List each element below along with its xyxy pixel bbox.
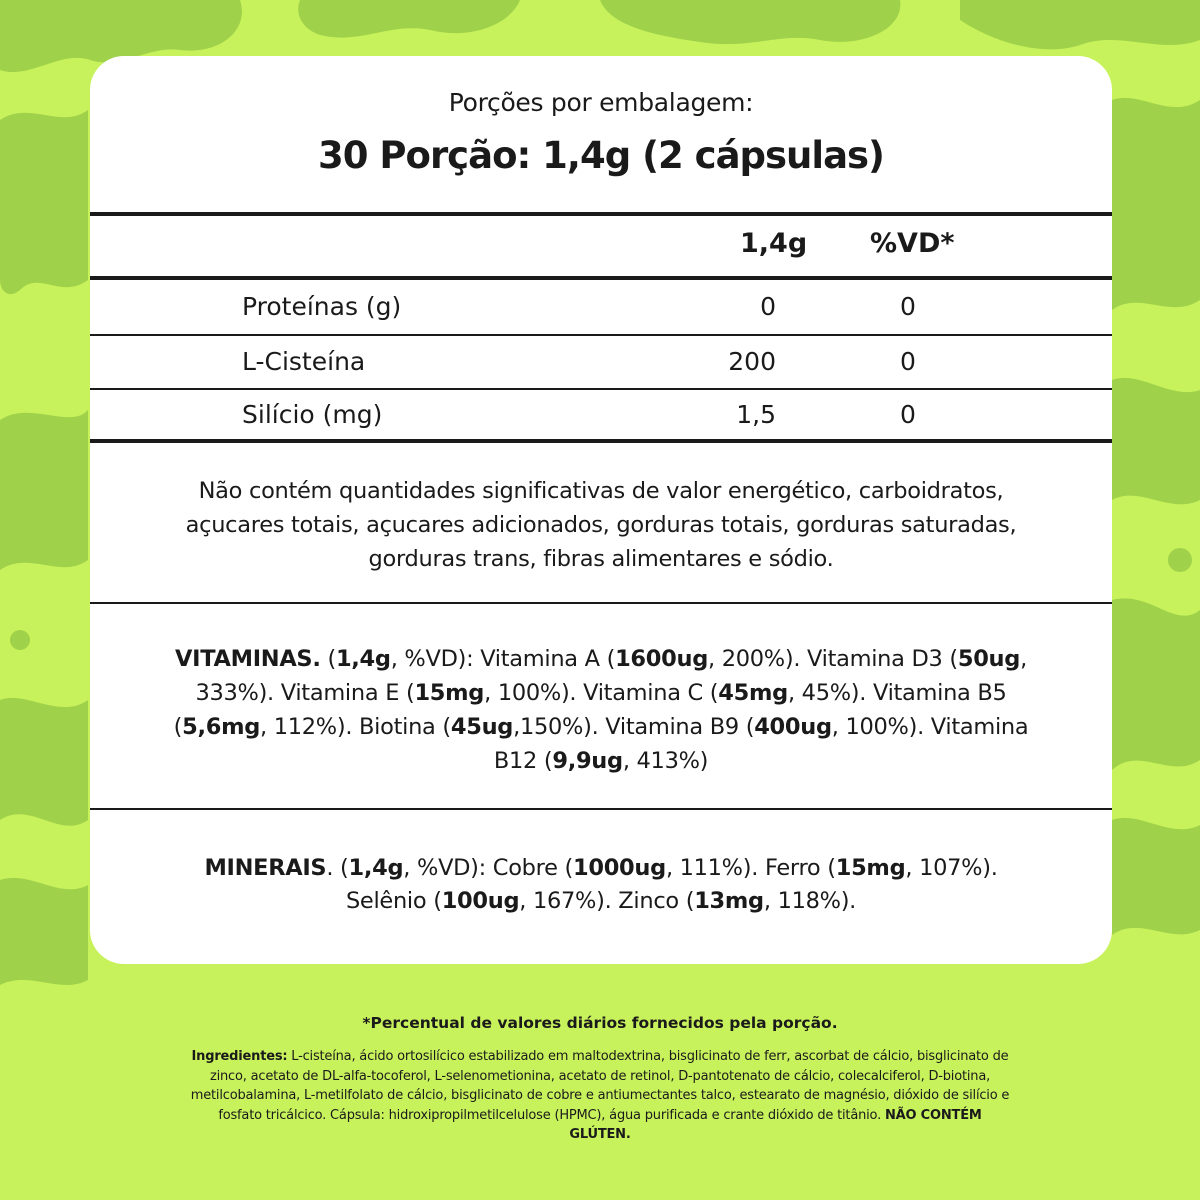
vitamins-segment: , 413%): [622, 748, 709, 774]
servings-label: Porções por embalagem:: [448, 88, 754, 117]
minerals-segment: , 167%). Zinco (: [519, 888, 695, 914]
vitamins-segment: 5,6mg: [182, 714, 261, 740]
vitamins-segment: , 45%). Vitamina B5 (: [173, 680, 1007, 740]
column-amount-header: 1,4g: [740, 228, 808, 259]
minerals-segment: 1,4g: [348, 855, 404, 881]
minerals-segment: 1000ug: [572, 855, 666, 881]
section-divider: [90, 602, 1112, 604]
vitamins-segment: , 100%). Vitamina B12 (: [493, 714, 1029, 774]
minerals-segment: , 107%). Selênio (: [345, 855, 998, 914]
vitamins-segment: 15mg: [414, 680, 485, 706]
row-dv-silicio: 0: [900, 400, 916, 429]
minerals-segment: 100ug: [441, 888, 520, 914]
table-bottom-rule: [90, 439, 1112, 443]
vitamins-segment: VITAMINAS.: [175, 646, 321, 672]
nutrition-card: [90, 56, 1112, 964]
not-significant-note: Não contém quantidades significativas de valor energético, carboidratos, açucares totais, açucares adicionados, gorduras totais, gorduras saturadas, gorduras trans, fibras alimentares e sódio.: [185, 478, 1017, 572]
table-top-rule: [90, 212, 1112, 216]
row-dv-l-cisteina: 0: [900, 347, 916, 376]
row-amount-l-cisteina: 200: [728, 347, 776, 376]
minerals-segment: . (: [326, 855, 349, 881]
ingredients-label: Ingredientes:: [191, 1049, 288, 1064]
ingredients-text: [190, 1047, 1010, 1145]
vitamins-segment: , 112%). Biotina (: [260, 714, 451, 740]
row-amount-silicio: 1,5: [736, 400, 776, 429]
minerals-segment: , 118%).: [763, 888, 857, 914]
vitamins-segment: 45mg: [718, 680, 788, 706]
section-divider: [90, 808, 1112, 810]
servings-main: 30 Porção: 1,4g (2 cápsulas): [318, 134, 884, 177]
vitamins-segment: 1600ug: [615, 646, 709, 672]
vitamins-segment: ,150%). Vitamina B9 (: [513, 714, 755, 740]
minerals-paragraph: [180, 852, 1022, 918]
row-name-silicio: Silício (mg): [242, 400, 383, 429]
vitamins-segment: , 333%). Vitamina E (: [195, 646, 1027, 706]
vitamins-segment: (: [320, 646, 336, 672]
minerals-segment: 13mg: [694, 888, 764, 914]
row-dv-proteinas: 0: [900, 292, 916, 321]
vitamins-segment: , 200%). Vitamina D3 (: [708, 646, 958, 672]
vitamins-segment: 400ug: [754, 714, 832, 740]
row-name-proteinas: Proteínas (g): [242, 292, 402, 321]
minerals-segment: , %VD): Cobre (: [403, 855, 573, 881]
row-name-l-cisteina: L-Cisteína: [242, 347, 366, 376]
row-divider: [90, 334, 1112, 336]
minerals-segment: 15mg: [835, 855, 906, 881]
gluten-free-label: NÃO CONTÉM GLÚTEN.: [569, 1107, 982, 1142]
vitamins-segment: , %VD): Vitamina A (: [390, 646, 616, 672]
ingredients-list: L-cisteína, ácido ortosilícico estabilizado em maltodextrina, bisglicinato de ferr, ascorbat de cálcio, bisglicinato de zinco, acetato de DL-alfa-tocoferol, L-selenometionina, acetato de retinol, D-pantotenato de cálcio, colecalciferol, D-biotina, metilcobalamina, L-metilfolato de cálcio, bisglicinato de cobre e antiumectantes talco, estearato de magnésio, dióxido de silício e fosfato tricálcico. Cápsula: hidroxipropilmetilcelulose (HPMC), água purificada e crante dióxido de titânio.: [190, 1049, 1010, 1123]
minerals-segment: , 111%). Ferro (: [665, 855, 836, 881]
vitamins-segment: 9,9ug: [552, 748, 623, 774]
table-header-rule: [90, 276, 1112, 280]
row-amount-proteinas: 0: [760, 292, 776, 321]
vitamins-paragraph: [160, 642, 1042, 778]
minerals-segment: MINERAIS: [204, 855, 327, 881]
vitamins-segment: 1,4g: [335, 646, 391, 672]
column-dv-header: %VD*: [870, 228, 955, 259]
vitamins-segment: 45ug: [450, 714, 514, 740]
vitamins-segment: 50ug: [957, 646, 1021, 672]
vitamins-segment: , 100%). Vitamina C (: [484, 680, 719, 706]
daily-value-footnote: *Percentual de valores diários fornecidos pela porção.: [362, 1014, 838, 1032]
row-divider: [90, 388, 1112, 390]
